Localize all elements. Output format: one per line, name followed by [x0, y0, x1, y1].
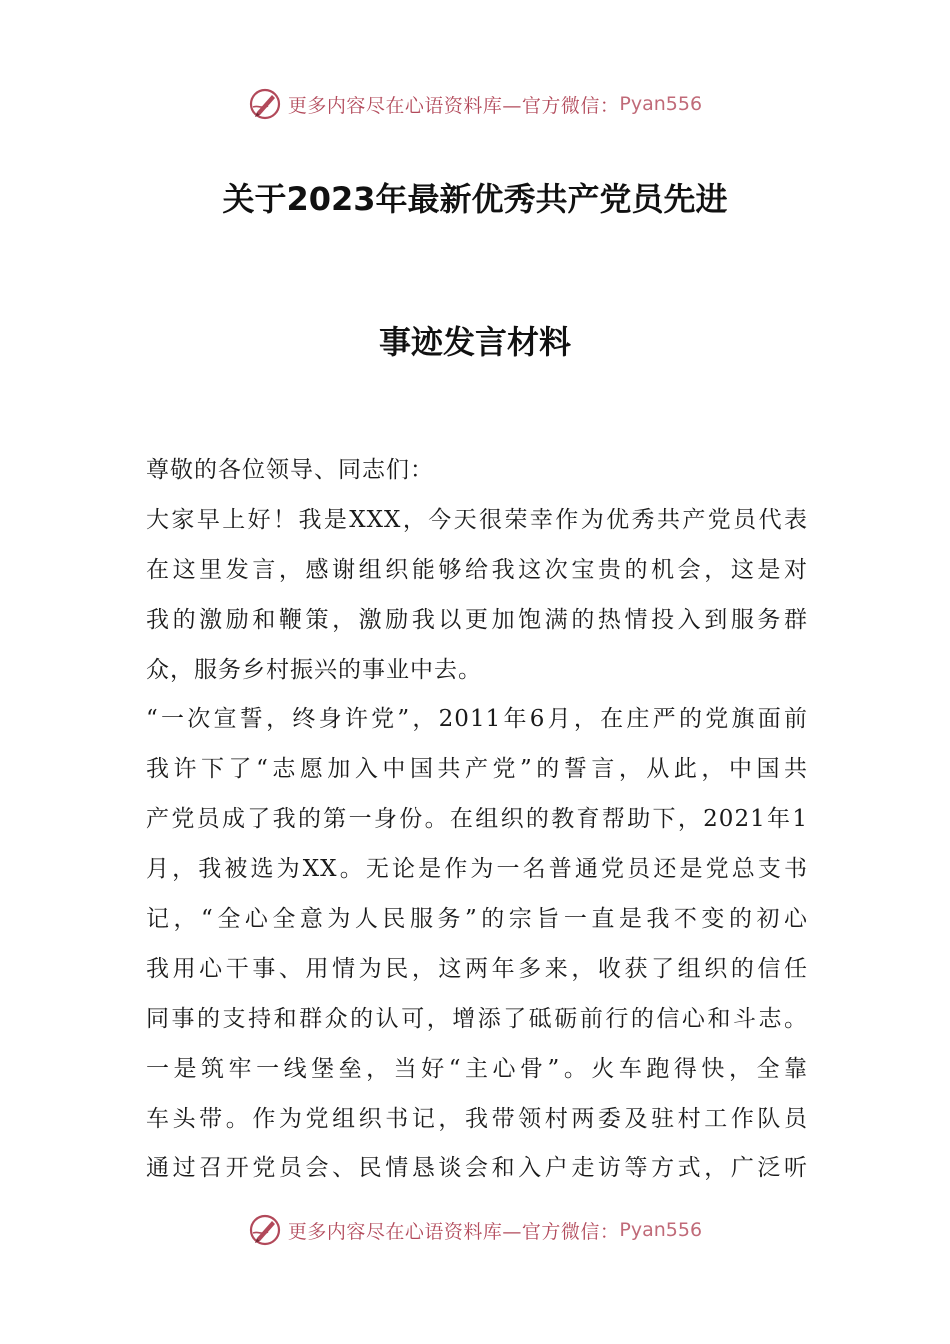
- document-body: [146, 446, 808, 1194]
- body-line: 大家早上好！我是XXX，今天很荣幸作为优秀共产党员代表: [146, 506, 808, 533]
- document-title-line-2: 事迹发言材料: [378, 323, 571, 361]
- body-line: 记，“全心全意为人民服务”的宗旨一直是我不变的初心: [146, 906, 808, 933]
- pen-logo-icon: [248, 1213, 282, 1247]
- body-line: 产党员成了我的第一身份。在组织的教育帮助下，2021年1: [146, 806, 808, 833]
- salutation-line: 尊敬的各位领导、同志们：: [146, 457, 434, 483]
- document-title-line-1: 关于2023年最新优秀共产党员先进: [222, 180, 728, 218]
- body-line: “一次宣誓，终身许党”，2011年6月，在庄严的党旗面前: [146, 706, 808, 733]
- watermark-text: 更多内容尽在心语资料库—官方微信：: [287, 1220, 620, 1243]
- watermark-text: 更多内容尽在心语资料库—官方微信：: [287, 94, 620, 117]
- watermark-banner-top: [0, 84, 950, 124]
- body-line: 我用心干事、用情为民，这两年多来，收获了组织的信任: [146, 955, 808, 982]
- watermark-banner-bottom: [0, 1210, 950, 1250]
- watermark-wechat-id: Pyan556: [619, 1219, 703, 1241]
- body-line: 同事的支持和群众的认可，增添了砥砺前行的信心和斗志。: [146, 1005, 808, 1032]
- body-line: 车头带。作为党组织书记，我带领村两委及驻村工作队员: [146, 1105, 808, 1132]
- body-line: 我的激励和鞭策，激励我以更加饱满的热情投入到服务群: [146, 606, 808, 633]
- body-line: 在这里发言，感谢组织能够给我这次宝贵的机会，这是对: [146, 556, 808, 583]
- body-line: 通过召开党员会、民情恳谈会和入户走访等方式，广泛听: [146, 1155, 808, 1182]
- body-line: 一是筑牢一线堡垒，当好“主心骨”。火车跑得快，全靠: [146, 1055, 808, 1082]
- body-line: 我许下了“志愿加入中国共产党”的誓言，从此，中国共: [146, 756, 808, 783]
- body-line: 众，服务乡村振兴的事业中去。: [146, 656, 482, 683]
- pen-logo-icon: [248, 87, 282, 121]
- watermark-wechat-id: Pyan556: [619, 93, 703, 115]
- body-line: 月，我被选为XX。无论是作为一名普通党员还是党总支书: [146, 856, 808, 883]
